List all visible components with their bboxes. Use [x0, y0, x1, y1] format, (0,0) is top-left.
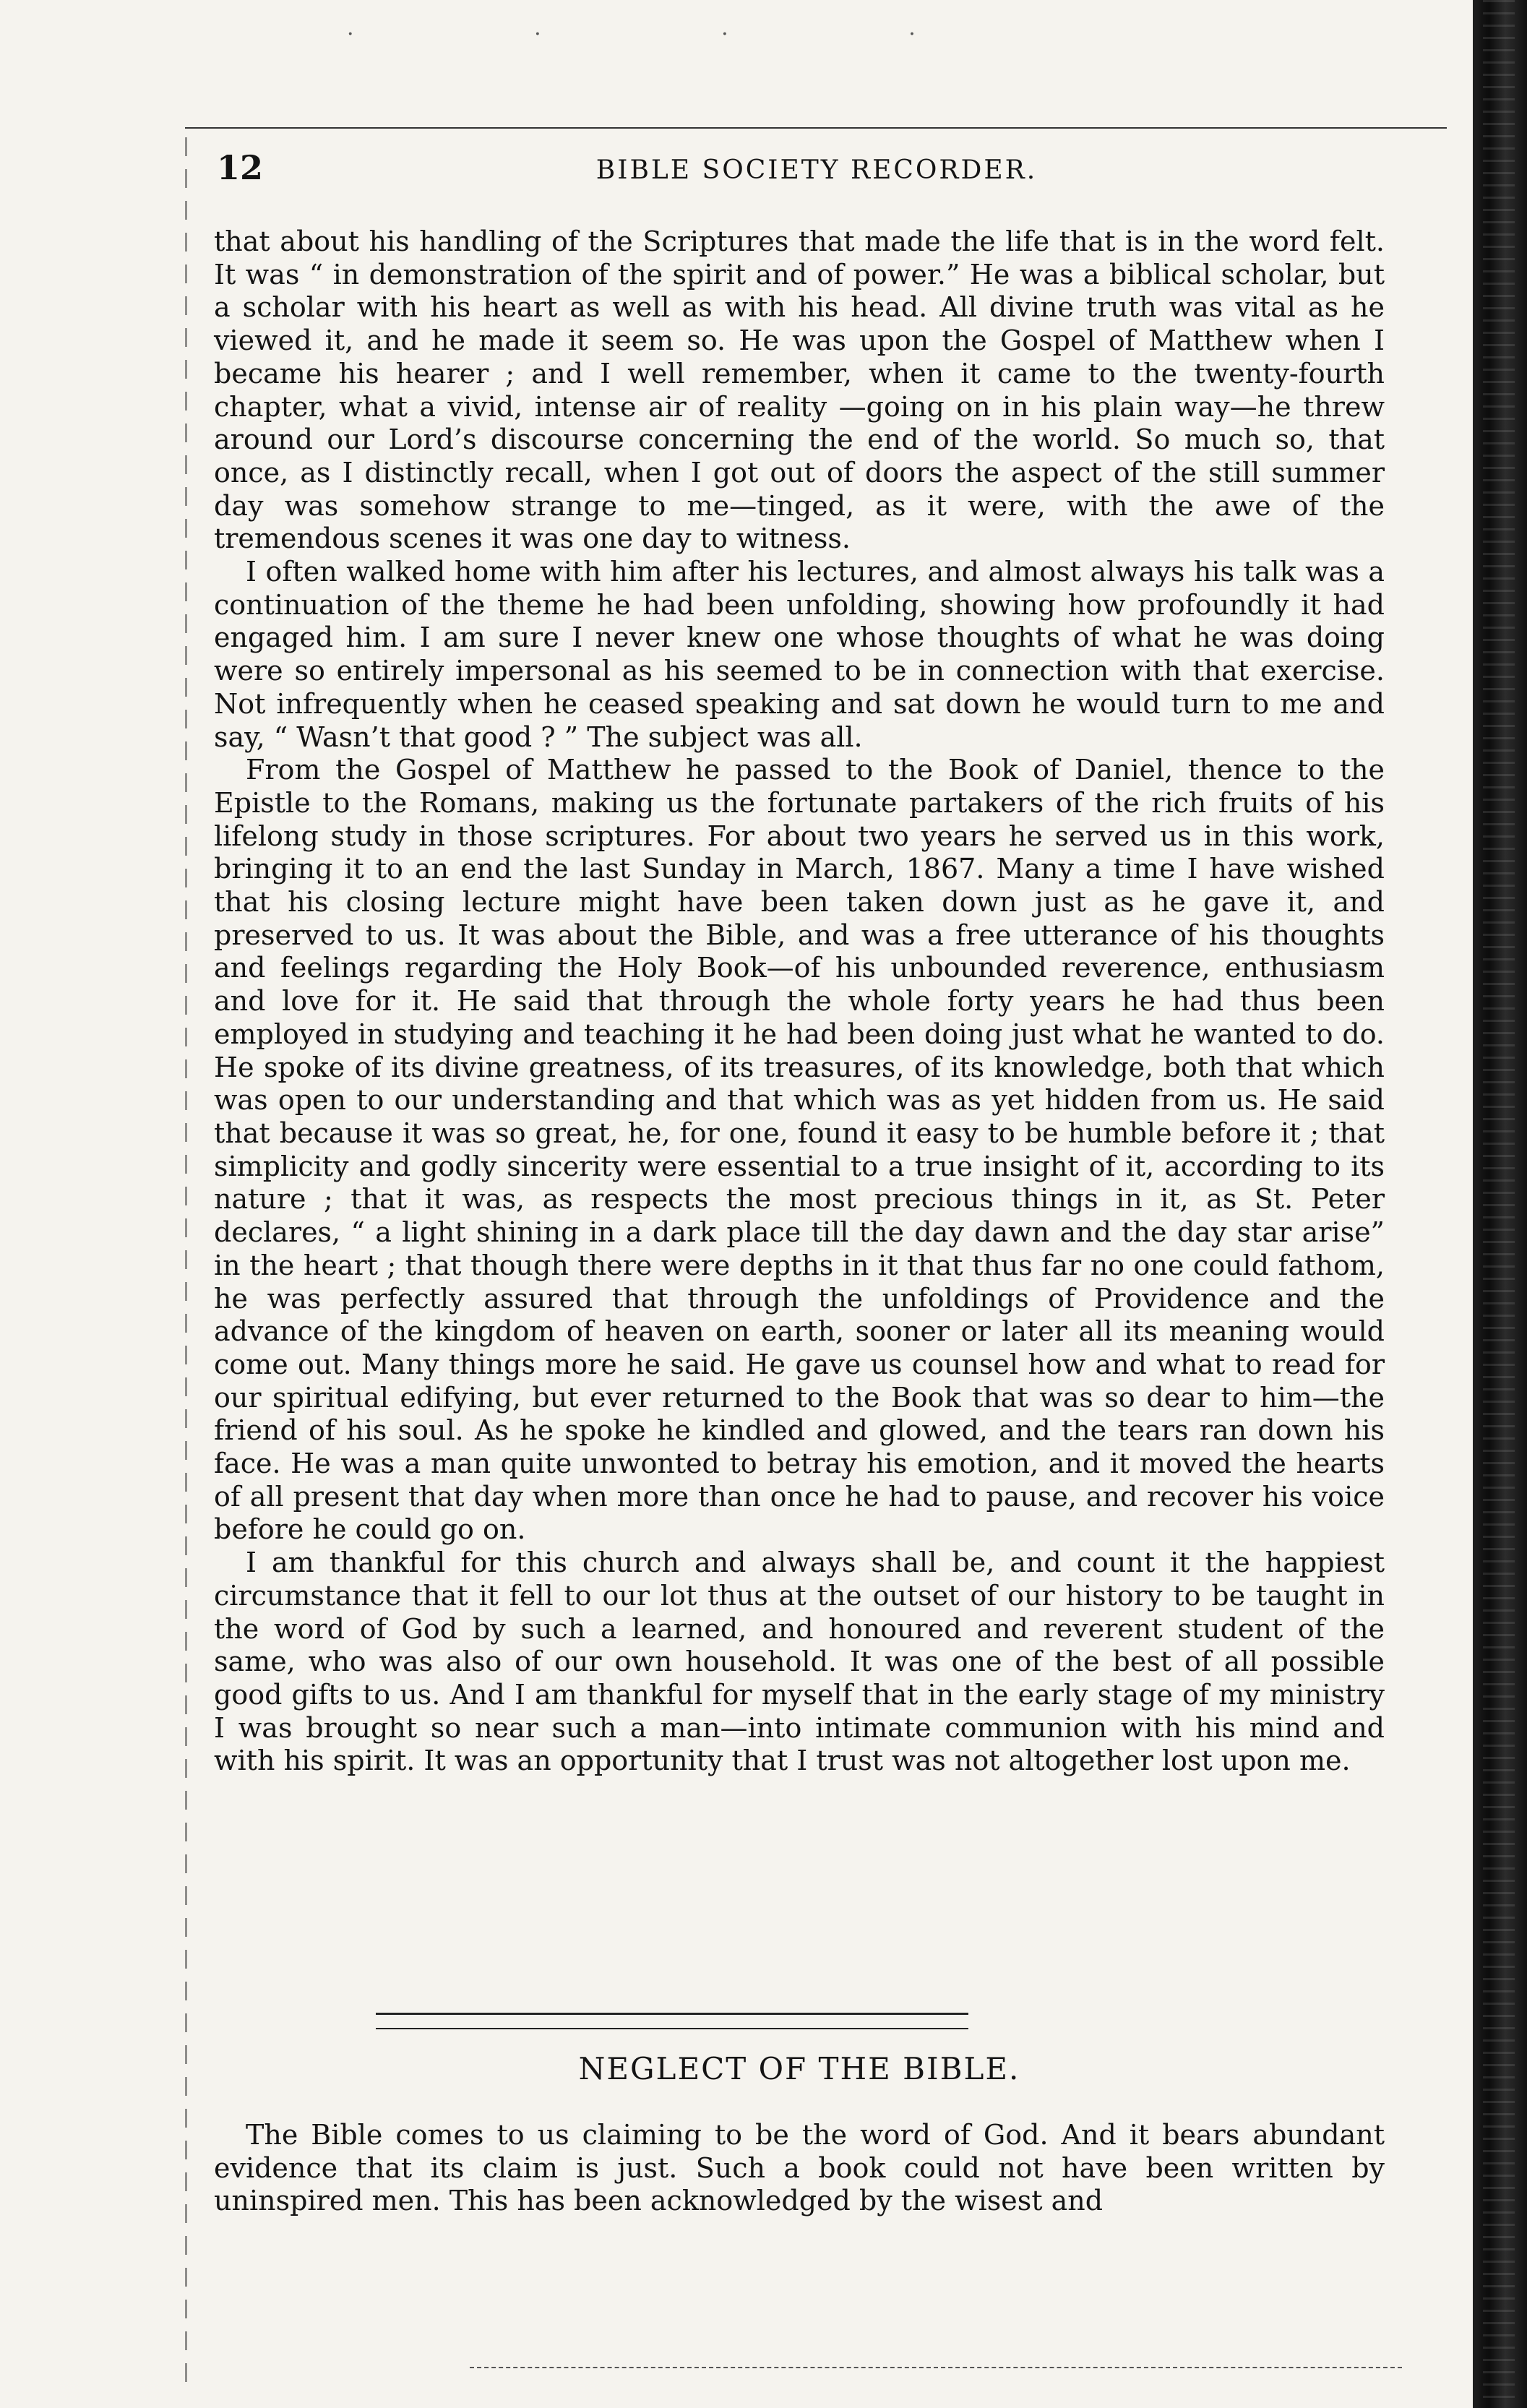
binding-gutter: [185, 137, 187, 2392]
paragraph: I am thankful for this church and always shall be, and count it the happiest circumstance that it fell to our lot thus at the outset of our history to be taught in the word of God by such a learned, and honoured and reverent student of the same, who was also of our own household. It was one of the best of all possible good gifts to us. And I am thankful for myself that in the early stage of my ministry I was brought so near such a man—into intimate communion with his mind and with his spirit. It was an opportunity that I trust was not altogether lost upon me.: [214, 1547, 1385, 1777]
section-divider: [376, 2013, 968, 2029]
paragraph: The Bible comes to us claiming to be the word of God. And it bears abundant evidence that its claim is just. Such a book could not have been written by uninspired men. This has been acknowledged by the wisest and: [214, 2119, 1385, 2217]
paragraph: From the Gospel of Matthew he passed to the Book of Daniel, thence to the Epistle to the Romans, making us the fortunate partakers of the rich fruits of his lifelong study in those scriptures. For about two years he served us in this work, bringing it to an end the last Sunday in March, 1867. Many a time I have wished that his closing lecture might have been taken down just as he gave it, and preserved to us. It was about the Bible, and was a free utterance of his thoughts and feelings regarding the Holy Book—of his unbounded reverence, enthusiasm and love for it. He said that through the whole forty years he had thus been employed in studying and teaching it he had been doing just what he wanted to do. He spoke of its divine greatness, of its treasures, of its knowledge, both that which was open to our understanding and that which was as yet hidden from us. He said that because it was so great, he, for one, found it easy to be humble before it ; that simplicity and godly sincerity were essential to a true insight of it, according to its nature ; that it was, as respects the most precious things in it, as St. Peter declares, “ a light shining in a dark place till the day dawn and the day star arise” in the heart ; that though there were depths in it that thus far no one could fathom, he was perfectly assured that through the unfoldings of Providence and the advance of the kingdom of heaven on earth, sooner or later all its meaning would come out. Many things more he said. He gave us counsel how and what to read for our spiritual edifying, but ever returned to the Book that was so dear to him—the friend of his soul. As he spoke he kindled and glowed, and the tears ran down his face. He was a man quite unwonted to betray his emotion, and it moved the hearts of all present that day when more than once he had to pause, and recover his voice before he could go on.: [214, 754, 1385, 1546]
paragraph: I often walked home with him after his lectures, and almost always his talk was a continuation of the theme he had been unfolding, showing how profoundly it had engaged him. I am sure I never knew one whose thoughts of what he was doing were so entirely impersonal as his seemed to be in connection with that exercise. Not infrequently when he ceased speaking and sat down he would turn to me and say, “ Wasn’t that good ? ” The subject was all.: [214, 556, 1385, 753]
book-edge: [1473, 0, 1527, 2408]
page-number: 12: [217, 148, 264, 187]
paragraph: that about his handling of the Scriptures that made the life that is in the word felt. It was “ in demonstration of the spirit and of power.” He was a biblical scholar, but a scholar with his heart as well as with his head. All divine truth was vital as he viewed it, and he made it seem so. He was upon the Gospel of Matthew when I became his hearer ; and I well remember, when it came to the twenty-fourth chapter, what a vivid, intense air of reality —going on in his plain way—he threw around our Lord’s discourse concerning the end of the world. So much so, that once, as I distinctly recall, when I got out of doors the aspect of the still summer day was somehow strange to me—tinged, as it were, with the awe of the tremendous scenes it was one day to witness.: [214, 225, 1385, 555]
scan-specks: · · · ·: [347, 22, 1002, 47]
running-title: BIBLE SOCIETY RECORDER.: [595, 155, 1038, 185]
page-header: [195, 148, 1438, 206]
footer-rule: [470, 2367, 1402, 2368]
article-body: [214, 225, 1385, 1778]
section-heading: NEGLECT OF THE BIBLE.: [578, 2051, 1020, 2086]
header-rule: [185, 127, 1447, 129]
section-body: [214, 2119, 1385, 2218]
